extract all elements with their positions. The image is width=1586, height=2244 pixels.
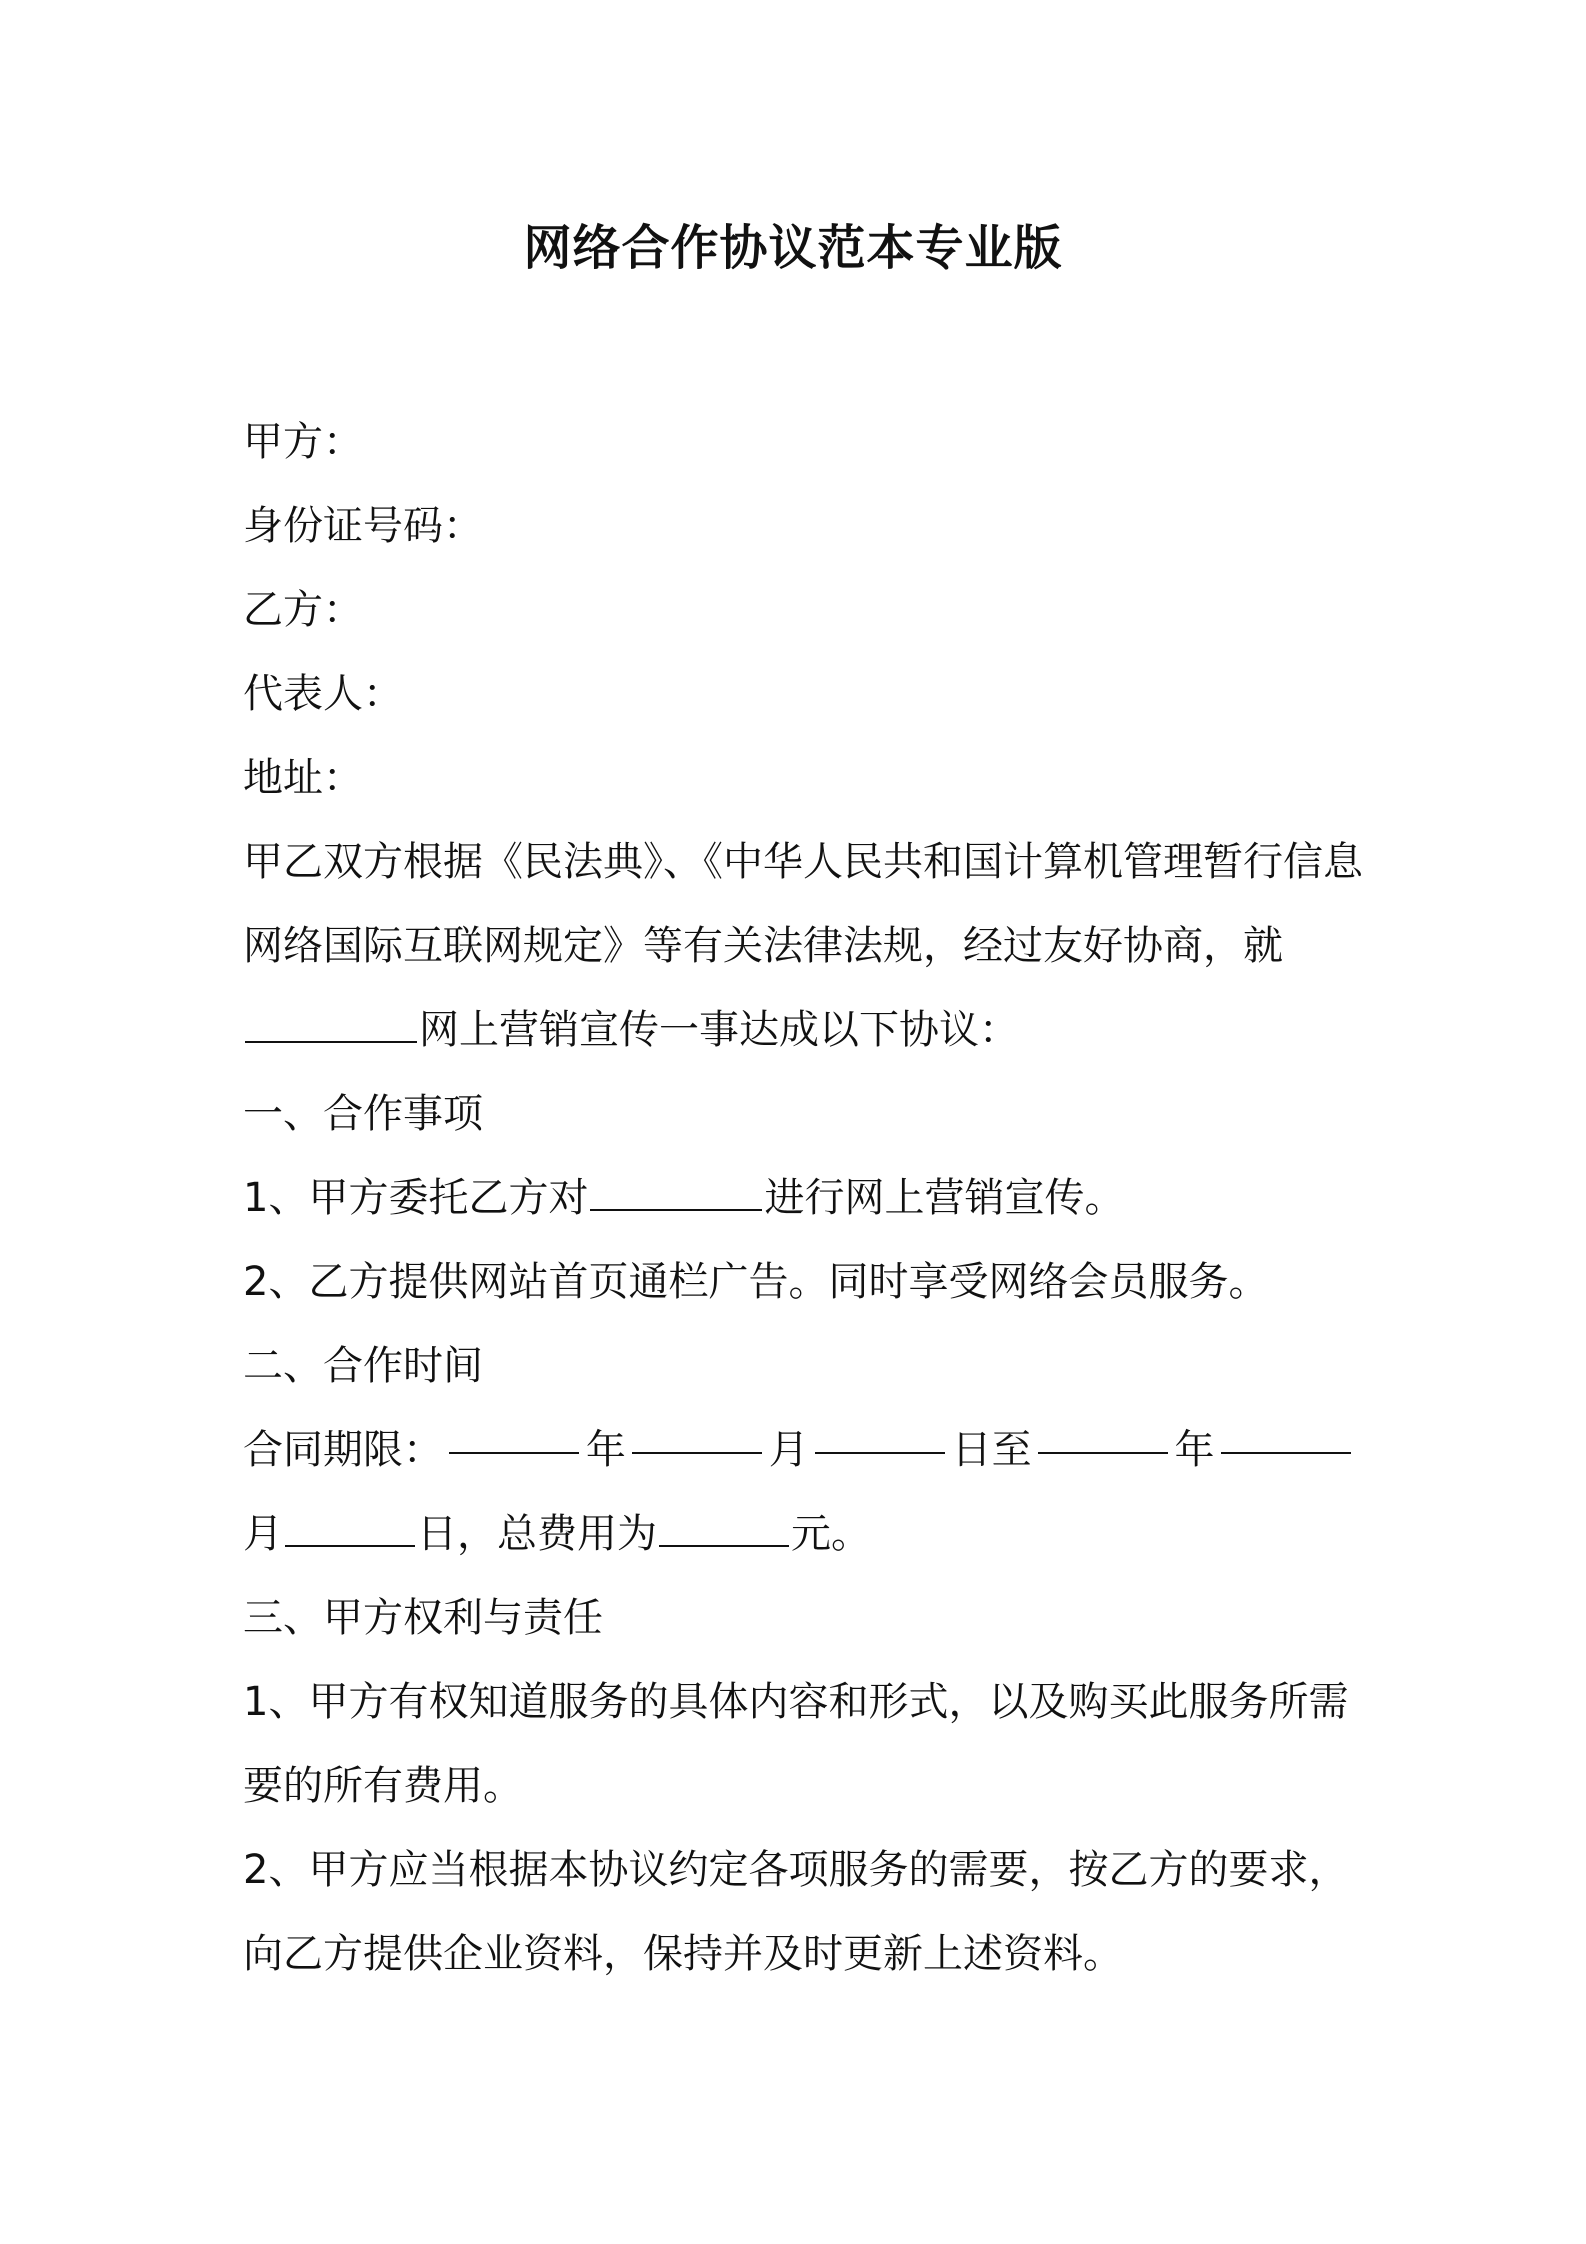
month-label-2: 月 xyxy=(243,1511,283,1557)
day-to-label: 日至 xyxy=(951,1427,1032,1473)
blank-project-name xyxy=(245,997,417,1043)
blank-start-year xyxy=(449,1408,579,1454)
year-label-2: 年 xyxy=(1174,1427,1215,1473)
address-field: 地址： xyxy=(243,755,363,801)
document-title: 网络合作协议范本专业版 xyxy=(523,220,1063,276)
section-3-item-2-line-1: 2、甲方应当根据本协议约定各项服务的需要，按乙方的要求， xyxy=(243,1847,1349,1893)
preamble-line-2: 网络国际互联网规定》等有关法律法规，经过友好协商，就 xyxy=(243,923,1283,969)
blank-total-fee xyxy=(659,1501,789,1547)
section-1-heading: 一、合作事项 xyxy=(243,1091,483,1137)
section-1-item-1-suffix: 进行网上营销宣传。 xyxy=(764,1175,1125,1221)
section-3-item-2-line-2: 向乙方提供企业资料，保持并及时更新上述资料。 xyxy=(243,1931,1123,1977)
section-3-item-1-line-2: 要的所有费用。 xyxy=(243,1763,523,1809)
blank-end-year xyxy=(1038,1408,1168,1454)
id-number-field: 身份证号码： xyxy=(243,503,483,549)
blank-promotion-target xyxy=(590,1165,762,1211)
document-body xyxy=(243,400,1363,1996)
section-1-item-1-prefix: 1、甲方委托乙方对 xyxy=(243,1175,589,1221)
year-label-1: 年 xyxy=(585,1427,626,1473)
section-1-item-2: 2、乙方提供网站首页通栏广告。同时享受网络会员服务。 xyxy=(243,1259,1269,1305)
section-3-item-1-line-1: 1、甲方有权知道服务的具体内容和形式，以及购买此服务所需 xyxy=(243,1679,1349,1725)
preamble-line-3 xyxy=(243,988,1353,1072)
party-b-field: 乙方： xyxy=(243,587,363,633)
contract-term-line-2 xyxy=(243,1492,1353,1576)
section-1-item-1 xyxy=(243,1156,1353,1240)
section-3-heading: 三、甲方权利与责任 xyxy=(243,1595,603,1641)
day-total-label: 日，总费用为 xyxy=(417,1511,657,1557)
blank-start-day xyxy=(815,1408,945,1454)
term-label: 合同期限： xyxy=(243,1427,443,1473)
party-a-field: 甲方： xyxy=(243,419,363,465)
preamble-line-3-text: 网上营销宣传一事达成以下协议： xyxy=(419,1007,1019,1053)
blank-start-month xyxy=(632,1408,762,1454)
preamble-line-1: 甲乙双方根据《民法典》、《中华人民共和国计算机管理暂行信息 xyxy=(243,839,1363,885)
contract-term-line-1 xyxy=(243,1408,1353,1492)
section-2-heading: 二、合作时间 xyxy=(243,1343,483,1389)
month-label-1: 月 xyxy=(768,1427,809,1473)
blank-end-day xyxy=(285,1501,415,1547)
representative-field: 代表人： xyxy=(243,671,403,717)
yuan-label: 元。 xyxy=(791,1511,871,1557)
blank-end-month-tail xyxy=(1221,1408,1351,1454)
